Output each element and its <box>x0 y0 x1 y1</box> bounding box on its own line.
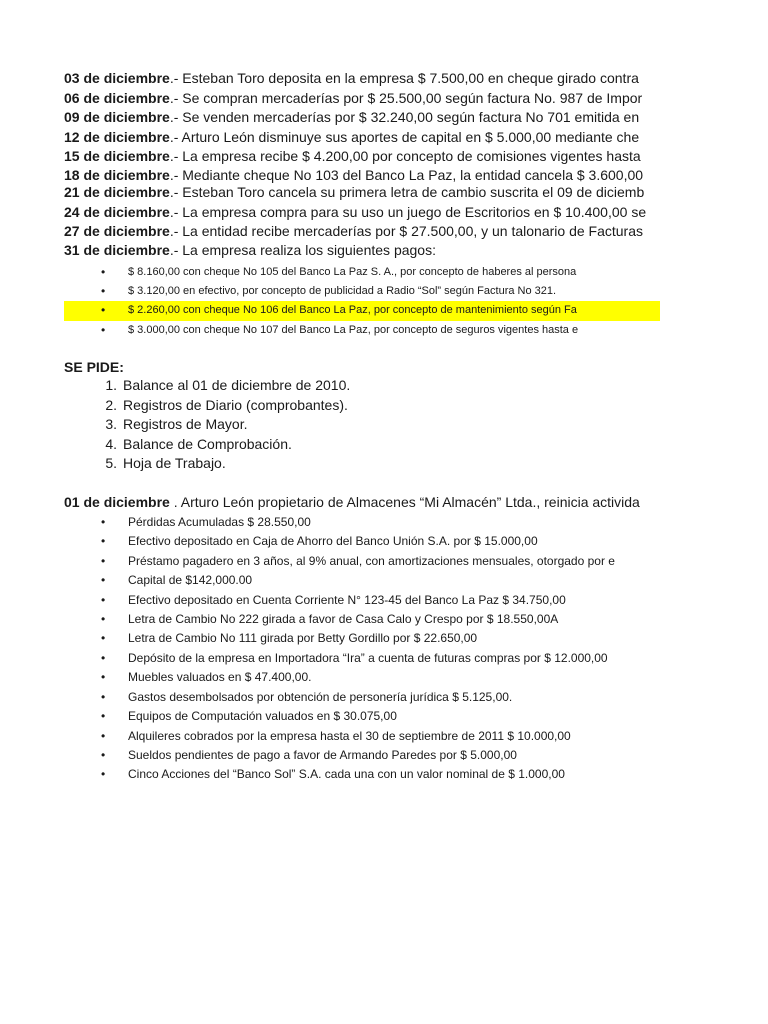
bullet-icon: • <box>101 303 106 317</box>
item-number: 5. <box>105 455 117 471</box>
entry-text: .- Arturo León disminuye sus aportes de capital en $ 5.000,00 mediante che <box>169 129 640 145</box>
list-item-text: Efectivo depositado en Cuenta Corriente N° 123-45 del Banco La Paz $ 34.750,00 <box>128 593 566 607</box>
list-item <box>0 552 660 571</box>
list-item-text: Gastos desembolsados por obtención de personería jurídica $ 5.125,00. <box>128 690 513 704</box>
bullet-icon: • <box>101 729 106 743</box>
bullet-icon: • <box>101 748 106 762</box>
list-item-text: Cinco Acciones del “Banco Sol” S.A. cada una con un valor nominal de $ 1.000,00 <box>128 767 565 781</box>
entry-text: . Arturo León propietario de Almacenes “Mi Almacén” Ltda., reinicia activida <box>169 494 640 510</box>
entry-24-dic <box>64 203 646 222</box>
list-item-text: Sueldos pendientes de pago a favor de Armando Paredes por $ 5.000,00 <box>128 748 517 762</box>
list-item-text: Capital de $142,000.00 <box>128 573 253 587</box>
list-item-text: Préstamo pagadero en 3 años, al 9% anual, con amortizaciones mensuales, otorgado por e <box>128 554 615 568</box>
item-text: Hoja de Trabajo. <box>123 455 226 471</box>
list-item <box>0 727 660 746</box>
list-item <box>0 707 660 726</box>
entry-03-dic <box>64 69 639 88</box>
payment-item <box>0 321 660 340</box>
entry-text: .- Esteban Toro cancela su primera letra de cambio suscrita el 09 de diciemb <box>169 184 645 200</box>
bullet-icon: • <box>101 690 106 704</box>
payment-item-highlighted <box>0 301 660 320</box>
list-item <box>0 591 660 610</box>
entry-text: .- Se venden mercaderías por $ 32.240,00 según factura No 701 emitida en <box>169 109 640 125</box>
entry-date: 27 de diciembre <box>64 223 170 239</box>
entry-text: .- La empresa compra para su uso un juego de Escritorios en $ 10.400,00 se <box>169 204 647 220</box>
list-item-text: Pérdidas Acumuladas $ 28.550,00 <box>128 515 311 529</box>
item-number: 1. <box>105 377 117 393</box>
list-item <box>0 513 660 532</box>
bullet-icon: • <box>101 265 106 279</box>
item-text: Balance de Comprobación. <box>123 436 292 452</box>
entry-date: 03 de diciembre <box>64 70 170 86</box>
payment-item <box>0 263 660 282</box>
bullet-icon: • <box>101 534 106 548</box>
entry-date: 31 de diciembre <box>64 242 170 258</box>
entry-text: .- La empresa realiza los siguientes pagos: <box>169 242 436 258</box>
entry-27-dic <box>64 222 643 241</box>
item-text: Balance al 01 de diciembre de 2010. <box>123 377 351 393</box>
bullet-icon: • <box>101 284 106 298</box>
bullet-icon: • <box>101 515 106 529</box>
list-item <box>0 610 660 629</box>
bullet-icon: • <box>101 554 106 568</box>
entry-15-dic <box>64 147 641 166</box>
entry-date: 06 de diciembre <box>64 90 170 106</box>
list-item <box>0 629 660 648</box>
item-number: 2. <box>105 397 117 413</box>
entry-text: .- Se compran mercaderías por $ 25.500,00 según factura No. 987 de Impor <box>169 90 643 106</box>
entry-21-dic <box>64 183 644 202</box>
payment-text: $ 8.160,00 con cheque No 105 del Banco La Paz S. A., por concepto de haberes al persona <box>128 266 577 278</box>
se-pide-heading: SE PIDE: <box>64 359 124 375</box>
list-item <box>0 765 660 784</box>
bullet-icon: • <box>101 573 106 587</box>
entry-text: .- Mediante cheque No 103 del Banco La Paz, la entidad cancela $ 3.600,00 <box>169 167 644 183</box>
payment-text: $ 2.260,00 con cheque No 106 del Banco La Paz, por concepto de mantenimiento según Fa <box>128 304 577 316</box>
entry-text: .- Esteban Toro deposita en la empresa $ 7.500,00 en cheque girado contra <box>169 70 639 86</box>
list-item <box>0 746 660 765</box>
entry-date: 15 de diciembre <box>64 148 170 164</box>
list-item-text: Depósito de la empresa en Importadora “Ira” a cuenta de futuras compras por $ 12.000,00 <box>128 651 608 665</box>
entry-date: 01 de diciembre <box>64 494 170 510</box>
bullet-icon: • <box>101 612 106 626</box>
list-item-text: Alquileres cobrados por la empresa hasta el 30 de septiembre de 2011 $ 10.000,00 <box>128 729 571 743</box>
bullet-icon: • <box>101 709 106 723</box>
entry-12-dic <box>64 128 639 147</box>
entry-date: 21 de diciembre <box>64 184 170 200</box>
list-item <box>0 532 660 551</box>
bullet-icon: • <box>101 323 106 337</box>
payment-item <box>0 282 660 301</box>
entry-date: 18 de diciembre <box>64 167 170 183</box>
entry-06-dic <box>64 89 642 108</box>
list-item <box>0 649 660 668</box>
entry-31-dic <box>64 241 436 260</box>
list-item-text: Letra de Cambio No 222 girada a favor de Casa Calo y Crespo por $ 18.550,00A <box>128 612 559 626</box>
bullet-icon: • <box>101 631 106 645</box>
entry-text: .- La entidad recibe mercaderías por $ 27.500,00, y un talonario de Facturas <box>169 223 643 239</box>
payment-text: $ 3.000,00 con cheque No 107 del Banco La Paz, por concepto de seguros vigentes hasta e <box>128 324 579 336</box>
payment-text: $ 3.120,00 en efectivo, por concepto de publicidad a Radio “Sol” según Factura No 321. <box>128 285 557 297</box>
bullet-icon: • <box>101 767 106 781</box>
bullet-icon: • <box>101 593 106 607</box>
entry-date: 09 de diciembre <box>64 109 170 125</box>
list-item <box>0 688 660 707</box>
list-item <box>0 571 660 590</box>
item-number: 3. <box>105 416 117 432</box>
list-item-text: Equipos de Computación valuados en $ 30.075,00 <box>128 709 397 723</box>
item-text: Registros de Mayor. <box>123 416 248 432</box>
list-item <box>0 668 660 687</box>
entry-date: 12 de diciembre <box>64 129 170 145</box>
bullet-icon: • <box>101 651 106 665</box>
entry-09-dic <box>64 108 639 127</box>
item-text: Registros de Diario (comprobantes). <box>123 397 348 413</box>
entry-01-dic <box>64 493 640 512</box>
bullet-icon: • <box>101 670 106 684</box>
list-item-text: Letra de Cambio No 111 girada por Betty Gordillo por $ 22.650,00 <box>128 631 478 645</box>
list-item-text: Efectivo depositado en Caja de Ahorro del Banco Unión S.A. por $ 15.000,00 <box>128 534 538 548</box>
entry-date: 24 de diciembre <box>64 204 170 220</box>
item-number: 4. <box>105 436 117 452</box>
list-item-text: Muebles valuados en $ 47.400,00. <box>128 670 312 684</box>
entry-text: .- La empresa recibe $ 4.200,00 por concepto de comisiones vigentes hasta <box>169 148 641 164</box>
